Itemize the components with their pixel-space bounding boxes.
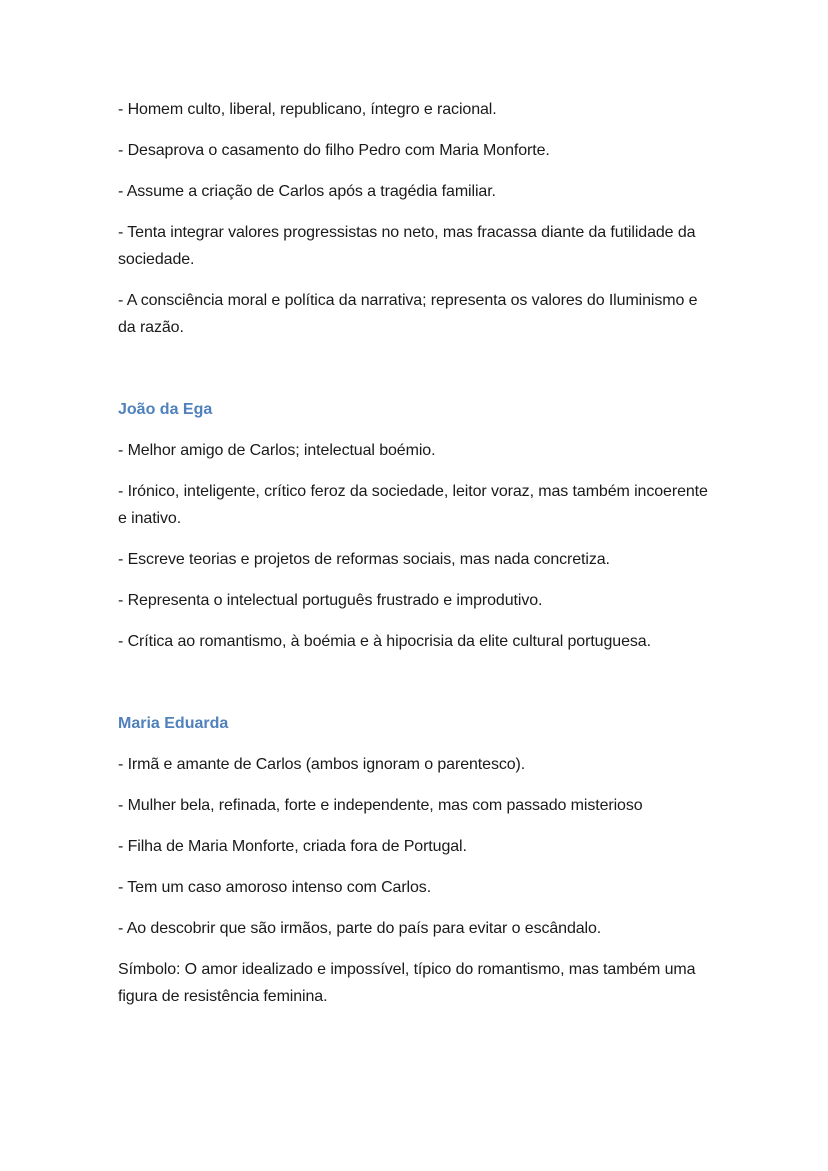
list-item: - Mulher bela, refinada, forte e independente, mas com passado misterioso <box>118 797 643 814</box>
intro-section <box>118 96 718 341</box>
list-item: - Filha de Maria Monforte, criada fora de Portugal. <box>118 838 467 855</box>
list-item: - Representa o intelectual português frustrado e improdutivo. <box>118 592 543 609</box>
list-item: - Irónico, inteligente, crítico feroz da sociedade, leitor voraz, mas também incoerente e inativo. <box>118 483 708 527</box>
list-item: - A consciência moral e política da narrativa; representa os valores do Iluminismo e da razão. <box>118 292 698 336</box>
list-item: - Melhor amigo de Carlos; intelectual boémio. <box>118 442 436 459</box>
list-item: - Assume a criação de Carlos após a tragédia familiar. <box>118 183 496 200</box>
list-item: - Crítica ao romantismo, à boémia e à hipocrisia da elite cultural portuguesa. <box>118 633 651 650</box>
list-item: - Ao descobrir que são irmãos, parte do país para evitar o escândalo. <box>118 920 602 937</box>
section-heading: Maria Eduarda <box>118 715 229 732</box>
list-item: - Homem culto, liberal, republicano, íntegro e racional. <box>118 101 497 118</box>
ega-section <box>118 396 718 655</box>
document-content <box>118 96 718 1024</box>
list-item: - Tem um caso amoroso intenso com Carlos. <box>118 879 432 896</box>
list-item: - Escreve teorias e projetos de reformas sociais, mas nada concretiza. <box>118 551 610 568</box>
symbol-note: Símbolo: O amor idealizado e impossível, típico do romantismo, mas também uma figura de resistência feminina. <box>118 961 696 1005</box>
list-item: - Desaprova o casamento do filho Pedro com Maria Monforte. <box>118 142 550 159</box>
list-item: - Tenta integrar valores progressistas no neto, mas fracassa diante da futilidade da sociedade. <box>118 224 696 268</box>
eduarda-section <box>118 710 718 1010</box>
list-item: - Irmã e amante de Carlos (ambos ignoram o parentesco). <box>118 756 526 773</box>
section-heading: João da Ega <box>118 401 213 418</box>
